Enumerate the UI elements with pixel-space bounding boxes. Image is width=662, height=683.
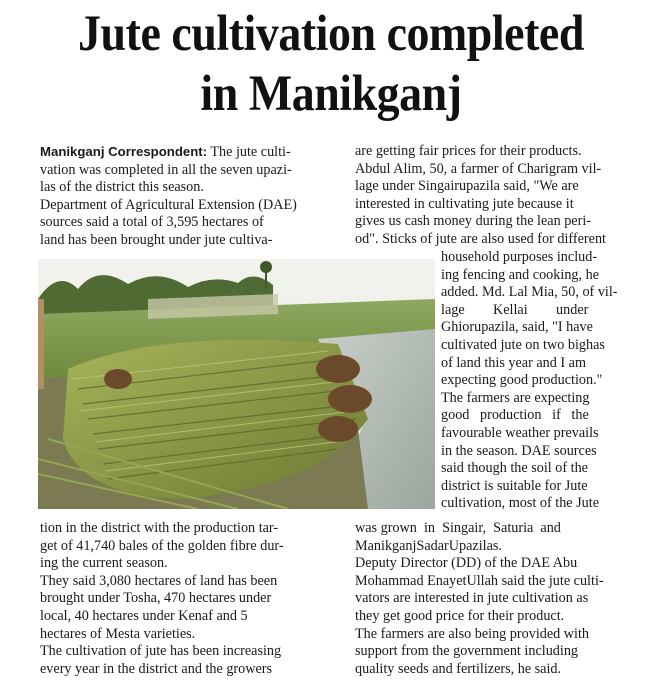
article-headline (33, 4, 629, 124)
col1-line: las of the district this season. (40, 179, 204, 196)
col1-line: ing the current season. (40, 555, 168, 572)
col2-line: interested in cultivating jute because it (355, 195, 574, 212)
col2-line: vators are interested in jute cultivation as (355, 590, 589, 607)
col2-line: Deputy Director (DD) of the DAE Abu (355, 555, 578, 572)
col2-line: of land this year and I am (441, 354, 586, 371)
col2-bottom-text (355, 520, 647, 678)
col2-line: are getting fair prices for their products. (355, 143, 582, 159)
col2-line: Ghiorupazila, said, "I have (441, 319, 593, 336)
col2-line: Mohammad EnayetUllah said the jute culti- (355, 572, 604, 589)
col2-line: The farmers are expecting (441, 389, 590, 406)
col2-line: was grown in Singair, Saturia and (355, 520, 561, 536)
col1-line: get of 41,740 bales of the golden fibre dur- (40, 537, 284, 554)
col2-line: Abdul Alim, 50, a farmer of Charigram vil- (355, 160, 602, 177)
col1-line: Department of Agricultural Extension (DAE) (40, 196, 297, 213)
col2-top-text (355, 143, 647, 249)
col2-line: gives us cash money during the lean peri- (355, 213, 591, 230)
col2-line: household purposes includ- (441, 249, 598, 265)
col1-line: tion in the district with the production tar- (40, 520, 279, 536)
col2-line: The farmers are also being provided with (355, 625, 590, 642)
col2-line: they get good price for their product. (355, 607, 565, 624)
col2-line: added. Md. Lal Mia, 50, of vil- (441, 284, 618, 301)
col1-line: hectares of Mesta varieties. (40, 625, 196, 642)
col1-line: The cultivation of jute has been increasing (40, 643, 282, 660)
col1-bottom-text (40, 520, 332, 678)
col2-line: cultivation, most of the Jute (441, 495, 600, 512)
jute-bundles-photo (38, 259, 435, 509)
col2-line: expecting good production." (441, 372, 603, 389)
col1-line: Manikganj Correspondent: The jute culti- (40, 144, 291, 160)
col2-line: district is suitable for Jute (441, 477, 588, 494)
col2-line: favourable weather prevails (441, 424, 599, 441)
col2-line: lage under Singairupazila said, "We are (355, 178, 579, 195)
col2-line: said though the soil of the (441, 460, 588, 477)
col1-line: sources said a total of 3,595 hectares of (40, 214, 264, 231)
col2-line: ing fencing and cooking, he (441, 266, 599, 283)
col2-line: cultivated jute on two bighas (441, 336, 605, 353)
col2-line: support from the government including (355, 643, 579, 660)
col2-line: lage Kellai under (441, 301, 589, 318)
col1-line: They said 3,080 hectares of land has been (40, 572, 278, 589)
col1-line: land has been brought under jute cultiva- (40, 231, 273, 248)
headline-line-2: in Manikganj (200, 66, 462, 122)
col2-line: od". Sticks of jute are also used for different (355, 230, 606, 247)
col1-line: local, 40 hectares under Kenaf and 5 (40, 607, 248, 624)
col2-line: in the season. DAE sources (441, 442, 597, 459)
headline-line-1: Jute cultivation completed (78, 6, 584, 62)
byline: Manikganj Correspondent: (40, 144, 208, 159)
col1-line: vation was completed in all the seven upazi- (40, 161, 292, 178)
col1-top-text (40, 143, 332, 250)
col2-line: ManikganjSadarUpazilas. (355, 537, 502, 554)
col2-wrap-text (441, 249, 647, 513)
col1-line: every year in the district and the growers (40, 660, 273, 677)
col1-line: brought under Tosha, 470 hectares under (40, 590, 272, 607)
col2-line: good production if the (441, 407, 589, 424)
col2-line: quality seeds and fertilizers, he said. (355, 660, 562, 677)
